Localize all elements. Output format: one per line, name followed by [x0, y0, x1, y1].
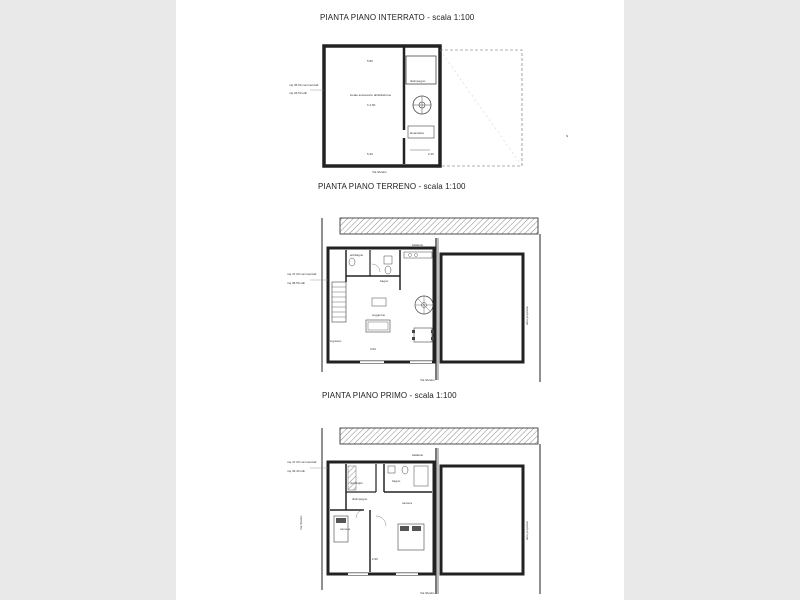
- interrato-walls: [324, 46, 440, 166]
- interrato-room-label: locale accessorio all'abitazione: [350, 93, 392, 97]
- plan-interrato: [289, 46, 568, 174]
- primo-neighbor-label: altra proprietà: [525, 521, 529, 540]
- interrato-dim-right: 2.20: [428, 152, 434, 156]
- interrato-street: Via Sbodio: [372, 170, 387, 174]
- primo-bedroom-2: camera: [402, 501, 413, 505]
- primo-dim: 2.90: [372, 557, 378, 561]
- terreno-area-commercial: mq 47.00 commerciali: [287, 272, 317, 276]
- interrato-dim-top: 5.80: [367, 59, 373, 63]
- terreno-stairs: [332, 282, 346, 322]
- plan-primo: [287, 428, 540, 595]
- title-terreno: PIANTA PIANO TERRENO - scala 1:100: [318, 182, 466, 191]
- interrato-area-commercial: mq 35.00 commerciali: [289, 83, 319, 87]
- terreno-area-useful: mq 38.50 utili: [287, 281, 305, 285]
- terreno-living: soggiorno: [372, 313, 386, 317]
- interrato-area-useful: mq 26.50 utili: [289, 91, 307, 95]
- terreno-hatch-band: [340, 218, 538, 234]
- terreno-dim: 3.00: [370, 347, 376, 351]
- terreno-dining-table: [414, 328, 432, 342]
- primo-hatch-band: [340, 428, 538, 444]
- terreno-sofa: [366, 320, 390, 332]
- primo-bedroom-1: camera: [340, 527, 351, 531]
- terreno-antibath: antibagno: [350, 253, 364, 257]
- title-interrato: PIANTA PIANO INTERRATO - scala 1:100: [320, 13, 475, 22]
- primo-closet: ripostiglio: [350, 481, 363, 485]
- primo-corridor: ballatoio: [412, 453, 424, 457]
- primo-hall: disimpegno: [352, 497, 368, 501]
- primo-area-commercial: mq 47.00 commerciali: [287, 460, 317, 464]
- terreno-neighbor: [441, 254, 523, 362]
- interrato-stair-label: disimpegno: [410, 79, 426, 83]
- primo-neighbor: [441, 466, 523, 574]
- interrato-service-label: lavanderia: [410, 131, 424, 135]
- primo-street-side: Via Sbodio: [299, 515, 303, 530]
- terreno-table: [372, 298, 386, 306]
- terreno-street: Via Sbodio: [420, 378, 435, 382]
- primo-street: Via Sbodio: [420, 591, 435, 595]
- terreno-corridor: ballatoio: [412, 243, 424, 247]
- interrato-dim-bottom: 5.30: [367, 152, 373, 156]
- plan-terreno: [287, 218, 540, 382]
- primo-area-useful: mq 36.40 utili: [287, 469, 305, 473]
- primo-bath: bagno: [392, 479, 401, 483]
- title-primo: PIANTA PIANO PRIMO - scala 1:100: [322, 391, 457, 400]
- interrato-room-height: h 2.50: [367, 103, 376, 107]
- interrato-mark: N: [566, 134, 569, 138]
- terreno-bath: bagno: [380, 279, 389, 283]
- terreno-neighbor-label: altra proprietà: [525, 306, 529, 325]
- terreno-entrance: ingresso: [330, 339, 342, 343]
